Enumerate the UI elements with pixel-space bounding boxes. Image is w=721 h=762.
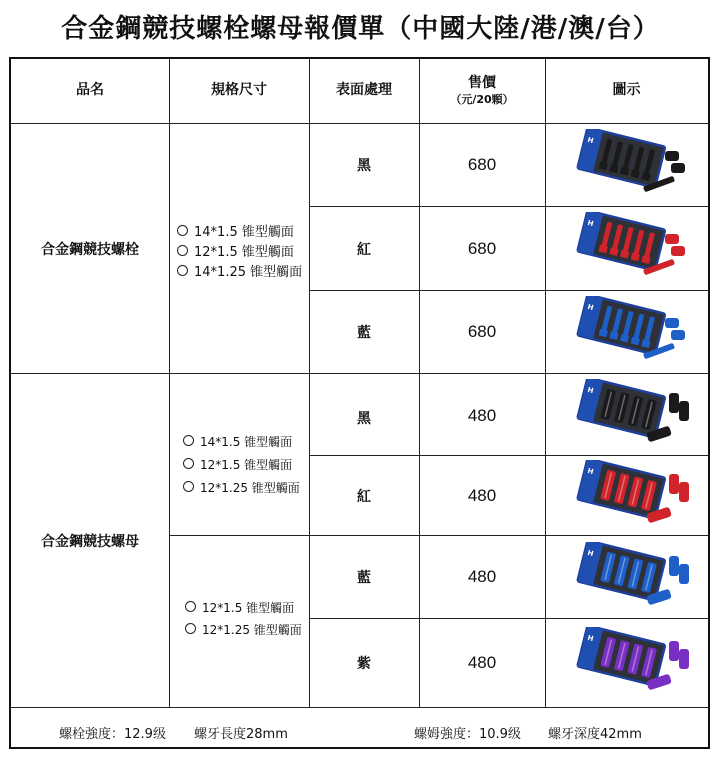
nut-black-image	[573, 379, 693, 451]
bolt-strength: 螺栓強度：12.9级	[59, 727, 166, 742]
finish-black: 黑	[357, 411, 371, 427]
header-finish-label: 表面處理	[336, 82, 392, 99]
package-tray	[577, 379, 665, 438]
col-divider	[169, 59, 170, 707]
spec-item: 12*1.25 锥型觸面	[183, 477, 300, 500]
page-title: 合金鋼競技螺栓螺母報價單（中國大陸/港/澳/台）	[61, 14, 660, 44]
price-bolt-red: 680	[467, 238, 497, 258]
spec-list-nut-2	[185, 597, 302, 641]
circle-bullet-icon	[183, 481, 194, 492]
finish-blue: 藍	[357, 325, 371, 341]
circle-bullet-icon	[183, 435, 194, 446]
package-tray	[577, 296, 665, 355]
circle-bullet-icon	[177, 225, 188, 236]
spec-item: 12*1.5 锥型觸面	[183, 454, 300, 477]
spec-item: 14*1.5 锥型觸面	[183, 431, 300, 454]
finish-red: 紅	[357, 241, 371, 258]
loose-piece	[679, 564, 689, 584]
header-image-label: 圖示	[612, 82, 641, 99]
package-tray	[577, 212, 665, 271]
finish-red: 紅	[357, 488, 371, 505]
header-price	[419, 59, 545, 123]
circle-bullet-icon	[177, 245, 188, 256]
spec-item: 14*1.5 锥型觸面	[177, 223, 302, 243]
loose-piece	[669, 393, 679, 413]
bolt-black-image	[573, 129, 693, 203]
loose-piece	[679, 482, 689, 502]
product-name-nut: 合金鋼競技螺母	[41, 533, 139, 550]
nut-blue-image	[573, 542, 693, 614]
bolt-blue-image	[573, 296, 693, 370]
spec-list-bolt	[177, 223, 302, 283]
loose-piece	[671, 163, 685, 173]
loose-piece	[665, 234, 679, 244]
header-name	[11, 59, 169, 123]
price-nut-black: 480	[467, 406, 497, 425]
loose-piece	[679, 401, 689, 421]
circle-bullet-icon	[185, 623, 196, 634]
loose-piece	[665, 318, 679, 328]
svg-text:H: H	[586, 548, 595, 559]
loose-piece	[671, 330, 685, 340]
header-price-unit: （元/20顆）	[450, 92, 514, 106]
nut-purple-image	[573, 627, 693, 703]
circle-bullet-icon	[183, 458, 194, 469]
svg-text:H: H	[586, 218, 595, 229]
col-divider	[545, 59, 546, 707]
nut-strength: 螺姆強度：10.9级	[414, 727, 521, 742]
finish-black: 黑	[357, 158, 371, 174]
svg-text:H: H	[586, 466, 595, 477]
circle-bullet-icon	[177, 265, 188, 276]
nut-red-image	[573, 460, 693, 532]
package-tray	[577, 129, 665, 188]
price-bolt-black: 680	[467, 155, 497, 174]
package-tray	[577, 542, 665, 601]
loose-piece	[671, 246, 685, 256]
header-price-label: 售價	[468, 75, 496, 92]
spec-item: 12*1.5 锥型觸面	[185, 597, 302, 619]
loose-piece	[665, 151, 679, 161]
header-image	[545, 59, 708, 123]
loose-piece	[669, 641, 679, 661]
bolt-red-image	[573, 212, 693, 286]
finish-purple: 紫	[357, 656, 371, 672]
package-tray	[577, 627, 665, 686]
price-bolt-blue: 680	[467, 322, 497, 341]
finish-blue: 藍	[357, 570, 371, 586]
bolt-thread-length: 螺牙長度28mm	[194, 727, 288, 742]
price-nut-purple: 480	[467, 653, 497, 672]
price-nut-blue: 480	[467, 567, 497, 586]
header-name-label: 品名	[76, 82, 104, 99]
loose-piece	[679, 649, 689, 669]
package-tray	[577, 460, 665, 519]
price-nut-red: 480	[467, 485, 497, 505]
loose-piece	[669, 474, 679, 494]
header-spec	[169, 59, 309, 123]
spec-item: 14*1.25 锥型觸面	[177, 263, 302, 283]
spec-item: 12*1.25 锥型觸面	[185, 619, 302, 641]
price-table	[9, 57, 710, 749]
svg-text:H: H	[586, 302, 595, 313]
circle-bullet-icon	[185, 601, 196, 612]
svg-text:H: H	[586, 633, 595, 644]
spec-list-nut-1	[183, 431, 300, 500]
spec-item: 12*1.5 锥型觸面	[177, 243, 302, 263]
svg-text:H: H	[586, 385, 595, 396]
header-finish	[309, 59, 419, 123]
nut-thread-depth: 螺牙深度42mm	[548, 727, 642, 742]
svg-text:H: H	[586, 135, 595, 146]
header-spec-label: 規格尺寸	[211, 82, 267, 99]
loose-piece	[669, 556, 679, 576]
product-name-bolt: 合金鋼競技螺栓	[41, 241, 139, 258]
footer-divider	[11, 707, 708, 708]
